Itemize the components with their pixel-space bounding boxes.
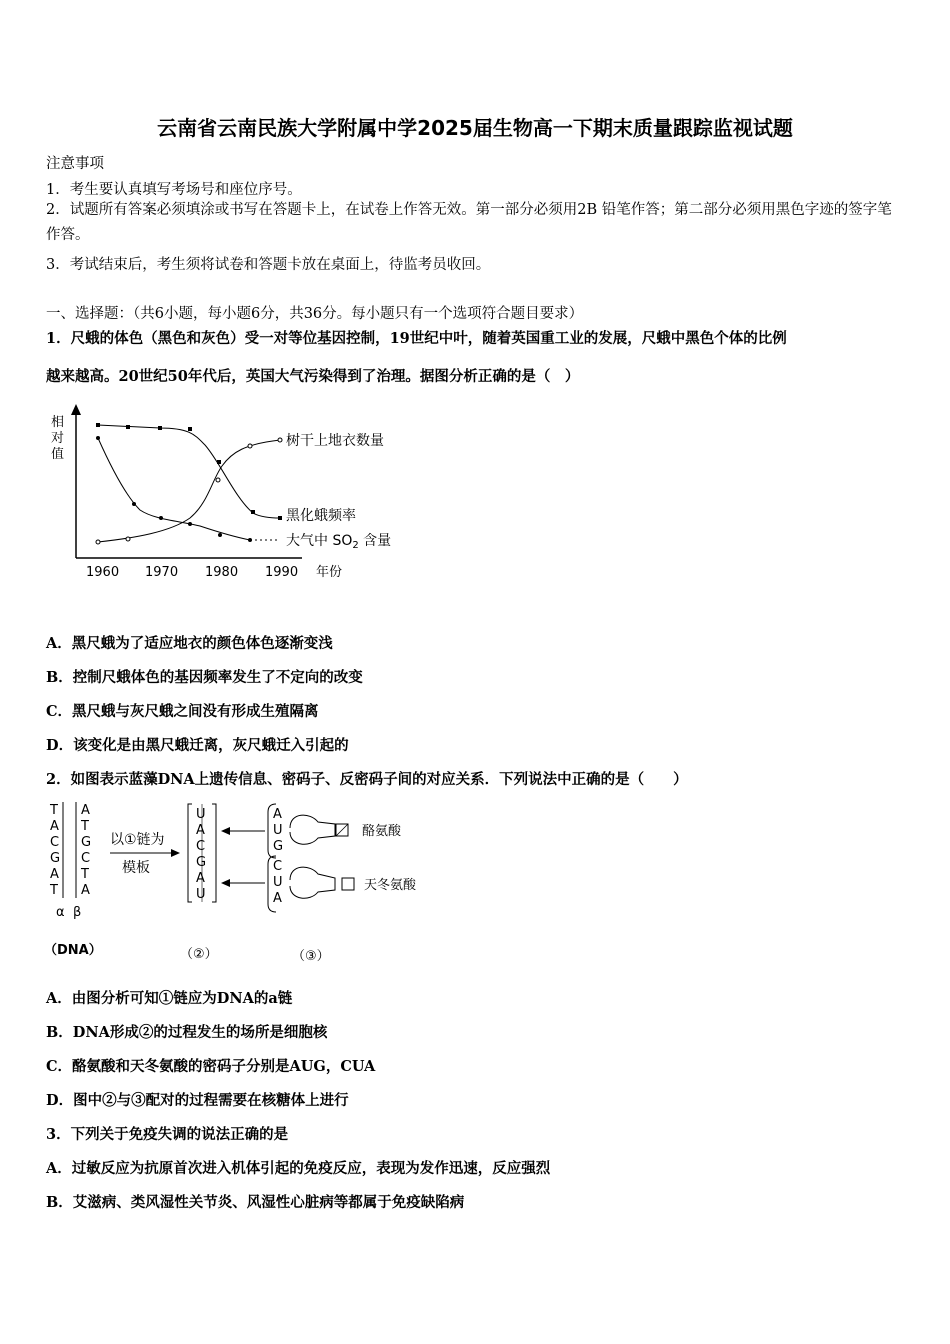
trna-top-base-3: G bbox=[273, 839, 284, 854]
beta-base-3: G bbox=[81, 835, 92, 850]
q1-option-b: B．控制尺蛾体色的基因频率发生了不定向的改变 bbox=[46, 669, 363, 686]
mrna-base-6: U bbox=[196, 887, 206, 902]
trna-top-base-1: A bbox=[273, 807, 282, 822]
beta-base-5: T bbox=[81, 867, 89, 882]
legend-so2 bbox=[286, 532, 391, 551]
mrna-base-3: C bbox=[196, 839, 206, 854]
mrna-bracket bbox=[188, 804, 192, 902]
alpha-base-6: T bbox=[50, 883, 58, 898]
beta-base-6: A bbox=[81, 883, 90, 898]
trna-bottom-loop bbox=[290, 867, 335, 898]
mrna-base-5: A bbox=[196, 871, 205, 886]
x-tick-1970: 1970 bbox=[145, 565, 179, 580]
q1-chart bbox=[40, 400, 420, 585]
x-tick-1990: 1990 bbox=[265, 565, 299, 580]
x-tick-1980: 1980 bbox=[205, 565, 239, 580]
alpha-base-4: G bbox=[50, 851, 61, 866]
q3-stem: 3．下列关于免疫失调的说法正确的是 bbox=[46, 1126, 289, 1143]
y-label-char-1: 相 bbox=[51, 415, 65, 430]
q1-option-c: C．黑尺蛾与灰尺蛾之间没有形成生殖隔离 bbox=[46, 703, 319, 720]
beta-base-2: T bbox=[81, 819, 89, 834]
label-2: （②） bbox=[180, 947, 218, 962]
y-label-char-2: 对 bbox=[51, 431, 65, 446]
markers bbox=[96, 423, 282, 544]
beta-label: β bbox=[73, 905, 82, 920]
trna-bottom-anticodon bbox=[273, 859, 283, 906]
template-text-2: 模板 bbox=[122, 860, 150, 876]
q2-option-d: D．图中②与③配对的过程需要在核糖体上进行 bbox=[46, 1092, 349, 1109]
trna-top-anticodon bbox=[273, 807, 283, 854]
q2-stem: 2．如图表示蓝藻DNA上遗传信息、密码子、反密码子间的对应关系．下列说法中正确的是（ ） bbox=[46, 771, 688, 788]
alpha-base-2: A bbox=[50, 819, 59, 834]
x-ticks bbox=[86, 564, 342, 580]
label-3: （③） bbox=[292, 949, 330, 964]
alpha-strand bbox=[49, 803, 60, 898]
melanic-curve bbox=[98, 425, 280, 518]
page-title: 云南省云南民族大学附属中学2025届生物高一下期末质量跟踪监视试题 bbox=[157, 116, 793, 140]
legend-lichen: 树干上地衣数量 bbox=[286, 433, 384, 449]
notice-item-1: 1．考生要认真填写考场号和座位序号。 bbox=[46, 182, 302, 198]
y-axis-arrow bbox=[71, 404, 81, 415]
mrna-base-2: A bbox=[196, 823, 205, 838]
q2-option-a: A．由图分析可知①链应为DNA的a链 bbox=[46, 990, 293, 1007]
q1-option-d: D．该变化是由黑尺蛾迁离，灰尺蛾迁入引起的 bbox=[46, 737, 349, 754]
section-heading: 一、选择题：（共6小题，每小题6分，共36分。每小题只有一个选项符合题目要求） bbox=[46, 306, 584, 322]
template-text-1: 以①链为 bbox=[110, 832, 165, 848]
q1-stem-line1: 1．尺蛾的体色（黑色和灰色）受一对等位基因控制，19世纪中叶，随着英国重工业的发展，尺蛾中黑色个体的比例 bbox=[46, 330, 787, 347]
mrna-strand bbox=[196, 807, 206, 902]
q2-option-b: B．DNA形成②的过程发生的场所是细胞核 bbox=[46, 1024, 328, 1041]
q1-stem-line2: 越来越高。20世纪50年代后，英国大气污染得到了治理。据图分析正确的是（ ） bbox=[46, 368, 580, 385]
trna-top-base-2: U bbox=[273, 823, 283, 838]
label-dna: （DNA） bbox=[44, 943, 102, 958]
legend-so2-a: 大气中 SO bbox=[286, 533, 353, 549]
so2-curve bbox=[98, 438, 250, 540]
q1-option-a: A．黑尺蛾为了适应地衣的颜色体色逐渐变浅 bbox=[46, 635, 333, 652]
x-tick-1960: 1960 bbox=[86, 565, 120, 580]
aa-bottom-box bbox=[342, 878, 354, 890]
trna-top-loop bbox=[290, 815, 335, 844]
notice-heading: 注意事项 bbox=[46, 156, 104, 172]
trna-bottom-base-3: A bbox=[273, 891, 282, 906]
legend-melanic: 黑化蛾频率 bbox=[286, 508, 356, 524]
beta-base-1: A bbox=[81, 803, 90, 818]
notice-item-3: 3．考试结束后，考生须将试卷和答题卡放在桌面上，待监考员收回。 bbox=[46, 257, 491, 273]
trna-bottom-base-2: U bbox=[273, 875, 283, 890]
notice-item-2: 2．试题所有答案必须填涂或书写在答题卡上，在试卷上作答无效。第一部分必须用2B 铅笔作答；第二部分必须用黑色字迹的签字笔作答。 bbox=[46, 202, 892, 243]
trna-bottom-base-1: C bbox=[273, 859, 283, 874]
mrna-base-1: U bbox=[196, 807, 206, 822]
q3-option-b: B．艾滋病、类风湿性关节炎、风湿性心脏病等都属于免疫缺陷病 bbox=[46, 1194, 465, 1211]
alpha-base-5: A bbox=[50, 867, 59, 882]
beta-strand bbox=[80, 803, 91, 898]
aa-bottom-label: 天冬氨酸 bbox=[364, 878, 417, 893]
aa-top-label: 酪氨酸 bbox=[362, 824, 402, 839]
q2-option-c: C．酪氨酸和天冬氨酸的密码子分别是AUG，CUA bbox=[46, 1058, 376, 1075]
q3-option-a: A．过敏反应为抗原首次进入机体引起的免疫反应，表现为发作迅速，反应强烈 bbox=[46, 1160, 551, 1177]
alpha-base-1: T bbox=[50, 803, 58, 818]
alpha-label: α bbox=[56, 905, 65, 920]
q2-figure bbox=[40, 798, 440, 968]
mrna-base-4: G bbox=[196, 855, 207, 870]
y-label-char-3: 值 bbox=[51, 447, 65, 462]
y-axis-label bbox=[51, 414, 64, 462]
legend-so2-sub: 2 bbox=[352, 540, 359, 551]
beta-base-4: C bbox=[81, 851, 91, 866]
legend-so2-b: 含量 bbox=[358, 533, 392, 549]
x-axis-label: 年份 bbox=[316, 565, 343, 580]
alpha-base-3: C bbox=[50, 835, 60, 850]
